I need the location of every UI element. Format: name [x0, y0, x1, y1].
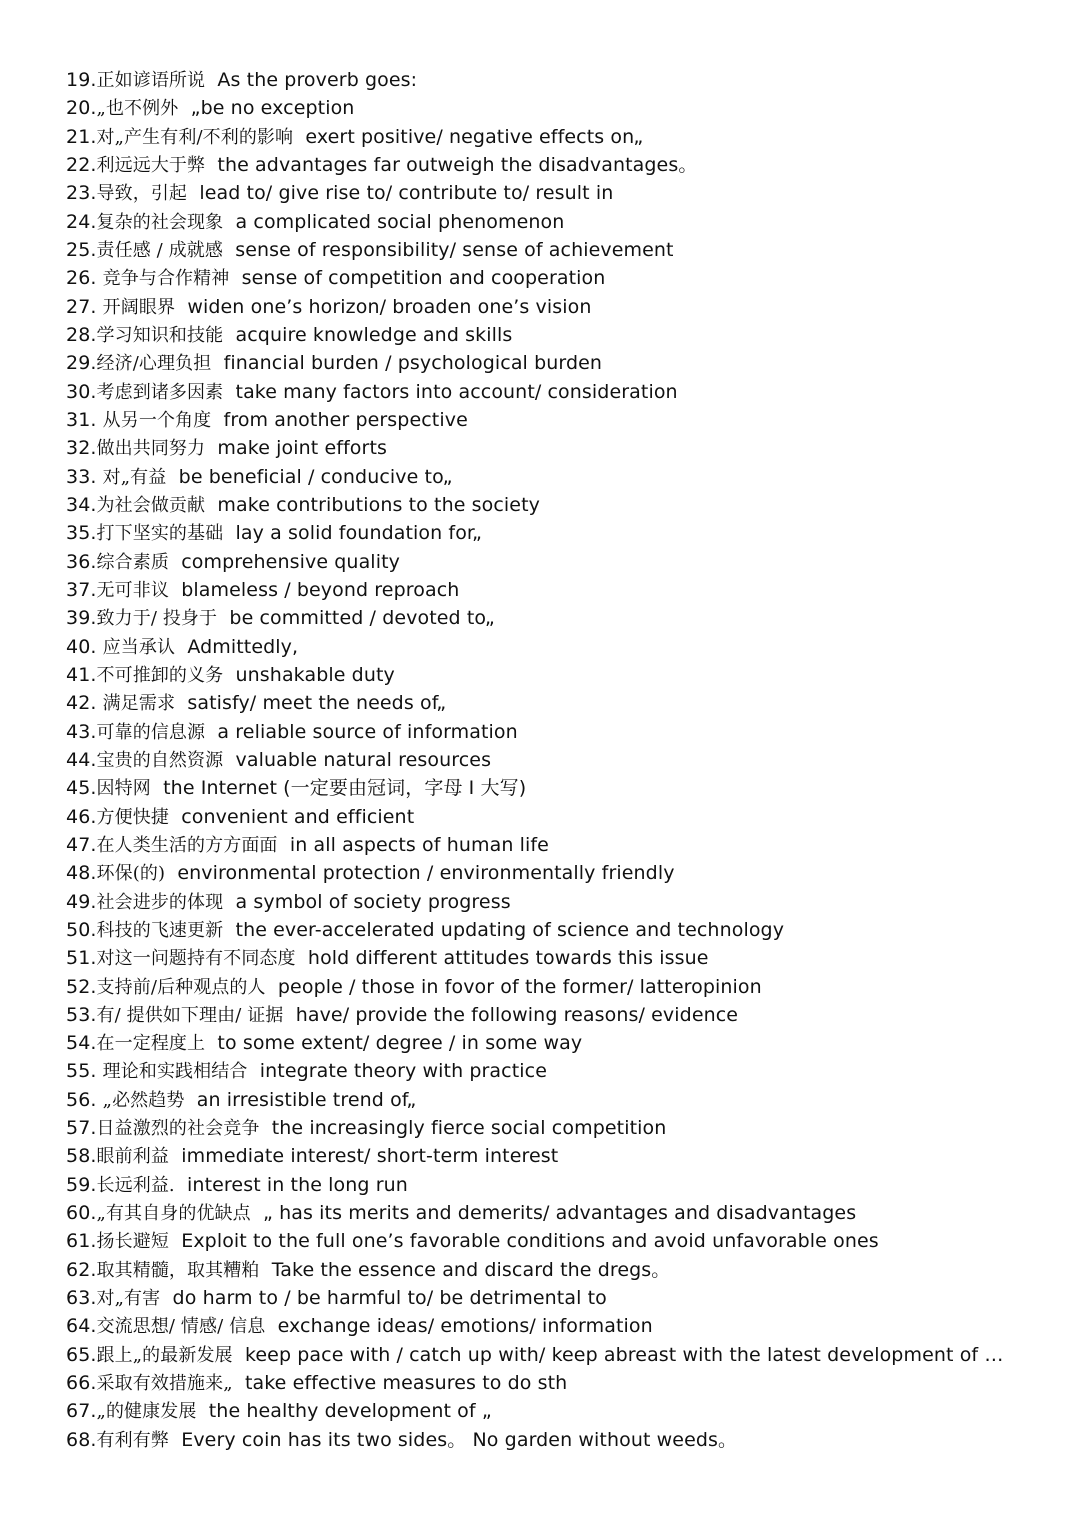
chinese-phrase: 复杂的社会现象 — [96, 211, 224, 233]
phrase-entry — [66, 888, 1056, 916]
entry-number: 34. — [66, 493, 97, 516]
phrase-entry — [66, 1114, 1056, 1142]
chinese-phrase: 对„产生有利/不利的影响 — [96, 126, 294, 148]
entry-number: 29. — [66, 352, 97, 375]
phrase-entry — [66, 661, 1056, 689]
entry-number: 46. — [66, 805, 97, 828]
english-phrase: unshakable duty — [235, 663, 395, 686]
english-phrase: the advantages far outweigh the disadvantages。 — [217, 153, 698, 176]
chinese-phrase: 正如谚语所说 — [96, 70, 206, 91]
chinese-phrase: 导致，引起 — [96, 183, 188, 205]
english-phrase: blameless / beyond reproach — [181, 578, 460, 601]
phrase-entry — [66, 859, 1056, 887]
english-phrase: sense of competition and cooperation — [241, 267, 606, 290]
phrase-entry — [66, 689, 1056, 717]
english-phrase: be beneficial / conducive to„ — [178, 465, 453, 488]
english-phrase: satisfy/ meet the needs of„ — [187, 692, 447, 715]
phrase-entry — [66, 1397, 1056, 1425]
chinese-phrase: 考虑到诸多因素 — [96, 381, 224, 403]
entry-number: 45. — [66, 777, 97, 800]
chinese-phrase: 扬长避短 — [96, 1231, 169, 1253]
entry-number: 26. — [66, 267, 103, 290]
chinese-phrase: 对„有益 — [102, 466, 167, 488]
entry-number: 57. — [66, 1117, 97, 1140]
entry-number: 54. — [66, 1032, 97, 1055]
phrase-entry — [66, 491, 1056, 519]
chinese-phrase: 综合素质 — [96, 551, 169, 573]
phrase-entry — [66, 1256, 1056, 1284]
chinese-phrase: 有/ 提供如下理由/ 证据 — [96, 1004, 284, 1026]
phrase-entry — [66, 604, 1056, 632]
chinese-phrase: 经济/心理负担 — [96, 353, 212, 375]
entry-number: 35. — [66, 522, 97, 545]
entry-number: 53. — [66, 1003, 97, 1026]
english-phrase: interest in the long run — [187, 1173, 408, 1196]
entry-number: 33. — [66, 465, 103, 488]
phrase-entry — [66, 519, 1056, 547]
english-phrase: have/ provide the following reasons/ evidence — [295, 1003, 739, 1026]
phrase-entry — [66, 1341, 1056, 1369]
phrase-entry — [66, 434, 1056, 462]
phrase-entry — [66, 1369, 1056, 1397]
chinese-phrase: 做出共同努力 — [96, 438, 206, 460]
entry-number: 20. — [66, 97, 97, 120]
chinese-phrase: 支持前/后种观点的人 — [96, 976, 266, 998]
phrase-entry — [66, 1284, 1056, 1312]
english-phrase: sense of responsibility/ sense of achievement — [235, 238, 674, 261]
english-phrase: Take the essence and discard the dregs。 — [271, 1258, 671, 1281]
phrase-entry — [66, 973, 1056, 1001]
entry-number: 52. — [66, 975, 97, 998]
phrase-entry — [66, 208, 1056, 236]
english-phrase: from another perspective — [223, 408, 468, 431]
entry-number: 37. — [66, 578, 97, 601]
entry-number: 30. — [66, 380, 97, 403]
entry-number: 62. — [66, 1258, 97, 1281]
phrase-entry — [66, 1029, 1056, 1057]
chinese-phrase: 致力于/ 投身于 — [96, 608, 218, 630]
entry-number: 43. — [66, 720, 97, 743]
chinese-phrase: 长远利益. — [96, 1174, 175, 1196]
chinese-phrase: 眼前利益 — [96, 1146, 169, 1168]
phrase-entry — [66, 774, 1056, 802]
phrase-entry — [66, 746, 1056, 774]
english-phrase: the Internet (一定要由冠词，字母 I 大写) — [163, 777, 527, 800]
english-phrase: the healthy development of „ — [208, 1400, 492, 1423]
entry-number: 59. — [66, 1173, 97, 1196]
phrase-entry — [66, 1171, 1056, 1199]
phrase-entry — [66, 463, 1056, 491]
entry-number: 44. — [66, 748, 97, 771]
english-phrase: financial burden / psychological burden — [223, 352, 603, 375]
entry-number: 48. — [66, 862, 97, 885]
chinese-phrase: 方便快捷 — [96, 806, 169, 828]
chinese-phrase: 打下坚实的基础 — [96, 523, 224, 545]
entry-number: 32. — [66, 437, 97, 460]
phrase-entry — [66, 1312, 1056, 1340]
chinese-phrase: 科技的飞速更新 — [96, 919, 224, 941]
phrase-entry — [66, 66, 1056, 94]
english-phrase: exchange ideas/ emotions/ information — [277, 1315, 653, 1338]
phrase-entry — [66, 1086, 1056, 1114]
chinese-phrase: „必然趋势 — [102, 1089, 185, 1111]
entry-number: 27. — [66, 295, 103, 318]
chinese-phrase: 对„有害 — [96, 1288, 161, 1310]
english-phrase: the ever-accelerated updating of science and technology — [235, 918, 785, 941]
phrase-entry — [66, 548, 1056, 576]
entry-number: 40. — [66, 635, 103, 658]
phrase-entry — [66, 1057, 1056, 1085]
phrase-entry — [66, 236, 1056, 264]
phrase-entry — [66, 718, 1056, 746]
english-phrase: exert positive/ negative effects on„ — [305, 125, 644, 148]
english-phrase: integrate theory with practice — [259, 1060, 547, 1083]
chinese-phrase: 取其精髓，取其糟粕 — [96, 1259, 260, 1281]
english-phrase: lay a solid foundation for„ — [235, 522, 482, 545]
english-phrase: take many factors into account/ consideration — [235, 380, 678, 403]
phrase-entry — [66, 151, 1056, 179]
english-phrase: valuable natural resources — [235, 748, 492, 771]
phrase-entry — [66, 944, 1056, 972]
phrase-entry — [66, 349, 1056, 377]
chinese-phrase: „有其自身的优缺点 — [96, 1203, 251, 1225]
chinese-phrase: 责任感 / 成就感 — [96, 239, 223, 261]
english-phrase: environmental protection / environmentally friendly — [177, 862, 675, 885]
chinese-phrase: 学习知识和技能 — [96, 324, 224, 346]
english-phrase: hold different attitudes towards this issue — [307, 947, 709, 970]
english-phrase: take effective measures to do sth — [244, 1372, 568, 1395]
phrase-entry — [66, 179, 1056, 207]
entry-number: 25. — [66, 238, 97, 261]
english-phrase: a symbol of society progress — [235, 890, 511, 913]
english-phrase: Admittedly, — [187, 635, 299, 658]
entry-number: 19. — [66, 69, 97, 91]
chinese-phrase: 不可推卸的义务 — [96, 664, 224, 686]
entry-number: 42. — [66, 692, 103, 715]
english-phrase: comprehensive quality — [181, 550, 400, 573]
entry-number: 31. — [66, 408, 103, 431]
chinese-phrase: 开阔眼界 — [102, 296, 176, 318]
entry-number: 41. — [66, 663, 97, 686]
phrase-entry — [66, 321, 1056, 349]
chinese-phrase: 因特网 — [96, 778, 151, 800]
english-phrase: „ has its merits and demerits/ advantages and disadvantages — [263, 1202, 857, 1225]
english-phrase: widen one’s horizon/ broaden one’s vision — [187, 295, 592, 318]
phrase-entry — [66, 1199, 1056, 1227]
phrase-entry — [66, 406, 1056, 434]
chinese-phrase: 理论和实践相结合 — [102, 1061, 248, 1083]
english-phrase: do harm to / be harmful to/ be detrimental to — [172, 1287, 607, 1310]
entry-number: 67. — [66, 1400, 97, 1423]
chinese-phrase: 应当承认 — [102, 636, 176, 658]
entry-number: 47. — [66, 833, 97, 856]
entry-number: 21. — [66, 125, 97, 148]
chinese-phrase: 有利有弊 — [96, 1429, 169, 1451]
english-phrase: As the proverb goes: — [217, 69, 418, 91]
entry-number: 64. — [66, 1315, 97, 1338]
chinese-phrase: 从另一个角度 — [102, 409, 212, 431]
phrase-entry — [66, 576, 1056, 604]
english-phrase: a complicated social phenomenon — [235, 210, 565, 233]
chinese-phrase: 宝贵的自然资源 — [96, 749, 224, 771]
chinese-phrase: 对这一问题持有不同态度 — [96, 948, 296, 970]
entry-number: 24. — [66, 210, 97, 233]
entry-number: 61. — [66, 1230, 97, 1253]
phrase-entry — [66, 1001, 1056, 1029]
chinese-phrase: 社会进步的体现 — [96, 891, 224, 913]
chinese-phrase: 采取有效措施来„ — [96, 1373, 233, 1395]
chinese-phrase: 利远远大于弊 — [96, 154, 206, 176]
entry-number: 50. — [66, 918, 97, 941]
chinese-phrase: 在人类生活的方方面面 — [96, 834, 278, 856]
phrase-list — [66, 66, 1056, 1454]
chinese-phrase: 满足需求 — [102, 693, 176, 715]
chinese-phrase: 在一定程度上 — [96, 1033, 206, 1055]
english-phrase: lead to/ give rise to/ contribute to/ result in — [199, 182, 614, 205]
chinese-phrase: 跟上„的最新发展 — [96, 1344, 233, 1366]
entry-number: 56. — [66, 1088, 103, 1111]
english-phrase: a reliable source of information — [217, 720, 518, 743]
english-phrase: „be no exception — [190, 97, 355, 120]
chinese-phrase: 无可非议 — [96, 579, 169, 601]
english-phrase: Every coin has its two sides。 No garden without weeds。 — [181, 1428, 738, 1451]
phrase-entry — [66, 293, 1056, 321]
phrase-entry — [66, 264, 1056, 292]
english-phrase: an irresistible trend of„ — [196, 1088, 417, 1111]
english-phrase: keep pace with / catch up with/ keep abreast with the latest development of … — [244, 1343, 1004, 1366]
entry-number: 22. — [66, 153, 97, 176]
entry-number: 28. — [66, 323, 97, 346]
phrase-entry — [66, 633, 1056, 661]
chinese-phrase: 环保(的) — [96, 863, 166, 885]
chinese-phrase: 为社会做贡献 — [96, 494, 206, 516]
phrase-entry — [66, 123, 1056, 151]
phrase-entry — [66, 1142, 1056, 1170]
phrase-entry — [66, 831, 1056, 859]
phrase-entry — [66, 1426, 1056, 1454]
english-phrase: make joint efforts — [217, 437, 387, 460]
english-phrase: convenient and efficient — [181, 805, 415, 828]
entry-number: 58. — [66, 1145, 97, 1168]
chinese-phrase: 日益激烈的社会竞争 — [96, 1118, 260, 1140]
chinese-phrase: 可靠的信息源 — [96, 721, 206, 743]
entry-number: 66. — [66, 1372, 97, 1395]
english-phrase: to some extent/ degree / in some way — [217, 1032, 583, 1055]
english-phrase: immediate interest/ short-term interest — [181, 1145, 559, 1168]
english-phrase: the increasingly fierce social competition — [271, 1117, 667, 1140]
english-phrase: acquire knowledge and skills — [235, 323, 513, 346]
english-phrase: make contributions to the society — [217, 493, 540, 516]
entry-number: 65. — [66, 1343, 97, 1366]
entry-number: 51. — [66, 947, 97, 970]
english-phrase: people / those in fovor of the former/ latteropinion — [277, 975, 762, 998]
entry-number: 55. — [66, 1060, 103, 1083]
phrase-entry — [66, 916, 1056, 944]
entry-number: 39. — [66, 607, 97, 630]
phrase-entry — [66, 94, 1056, 122]
english-phrase: in all aspects of human life — [289, 833, 549, 856]
english-phrase: Exploit to the full one’s favorable conditions and avoid unfavorable ones — [181, 1230, 879, 1253]
english-phrase: be committed / devoted to„ — [229, 607, 495, 630]
phrase-entry — [66, 803, 1056, 831]
chinese-phrase: „也不例外 — [96, 98, 179, 120]
chinese-phrase: „的健康发展 — [96, 1401, 197, 1423]
chinese-phrase: 竞争与合作精神 — [102, 268, 230, 290]
entry-number: 49. — [66, 890, 97, 913]
chinese-phrase: 交流思想/ 情感/ 信息 — [96, 1316, 266, 1338]
entry-number: 60. — [66, 1202, 97, 1225]
entry-number: 68. — [66, 1428, 97, 1451]
entry-number: 63. — [66, 1287, 97, 1310]
entry-number: 36. — [66, 550, 97, 573]
phrase-entry — [66, 378, 1056, 406]
entry-number: 23. — [66, 182, 97, 205]
phrase-entry — [66, 1227, 1056, 1255]
